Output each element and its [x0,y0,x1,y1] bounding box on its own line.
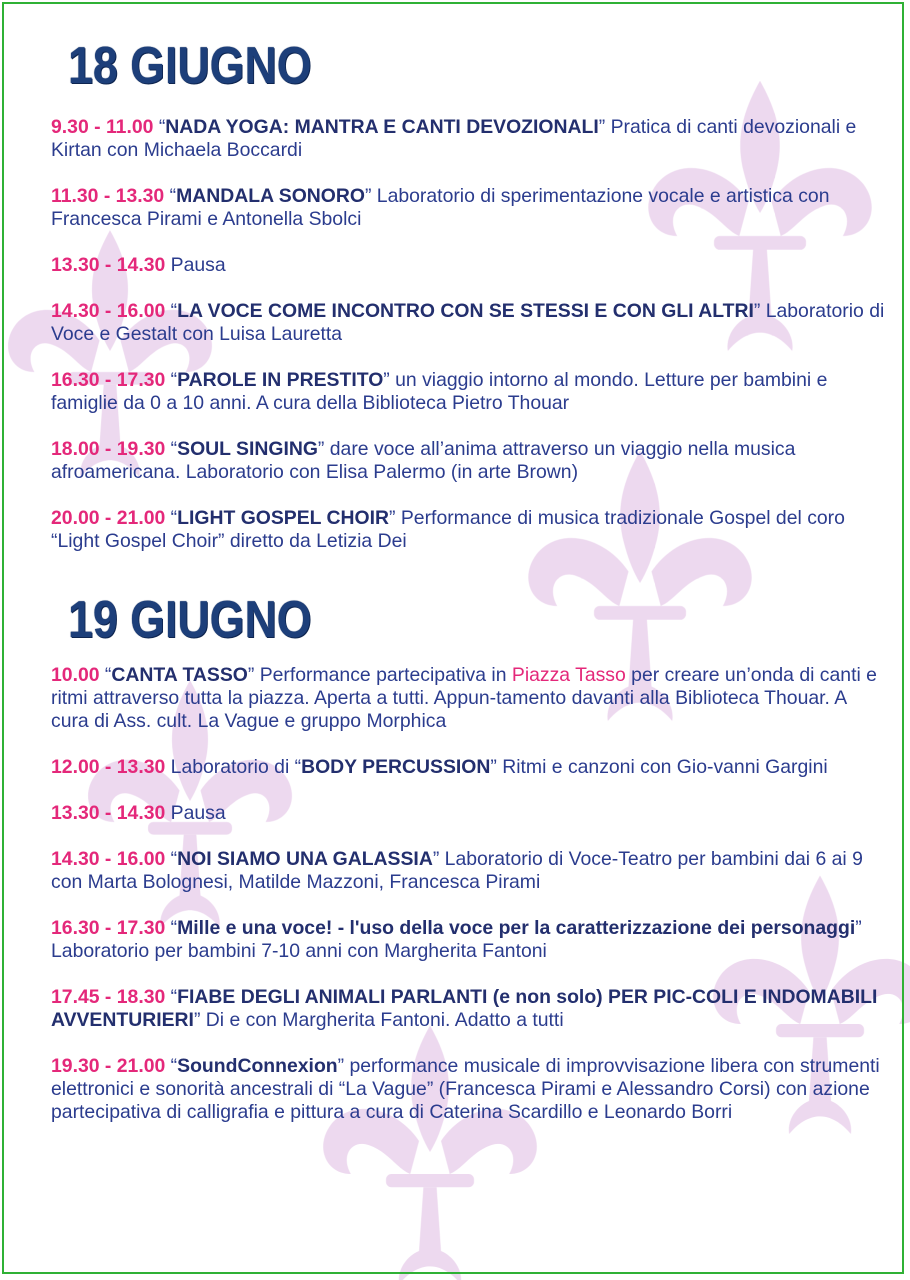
event-name: LIGHT GOSPEL CHOIR [177,507,390,529]
event-time: 12.00 - 13.30 [51,756,166,778]
event-time: 17.45 - 18.30 [51,986,166,1008]
event-name: CANTA TASSO [111,664,248,686]
event-entry [51,507,886,553]
event-pre: “ [99,664,112,686]
event-post: ” Performance partecipativa in [247,664,512,686]
event-time: 14.30 - 16.00 [51,848,166,870]
event-post: ” Ritmi e canzoni con Gio-vanni Gargini [490,756,828,778]
event-time: 19.30 - 21.00 [51,1055,166,1077]
event-entry [51,116,886,162]
event-time: 14.30 - 16.00 [51,300,166,322]
event-name: MANDALA SONORO [176,185,365,207]
event-time: 18.00 - 19.30 [51,438,166,460]
event-time: 9.30 - 11.00 [51,116,154,138]
day-schedule-19 [51,664,886,1147]
event-post: ” dare voce all’anima attraverso un viaggio nella musica afroamericana. Laboratorio con Elisa Palermo (in arte Brown) [51,438,796,483]
event-pre: “ [165,300,178,322]
event-name: Mille e una voce! - l'uso della voce per la caratterizzazione dei personaggi [177,917,856,939]
event-pre: “ [165,507,178,529]
event-pre: “ [165,848,178,870]
event-time: 16.30 - 17.30 [51,369,166,391]
event-highlight: Piazza Tasso [511,664,626,686]
event-pre: “ [165,369,178,391]
event-entry [51,438,886,484]
event-post2: per creare un’onda di canti e ritmi attraverso tutta la piazza. Aperta a tutti. Appun-tamento davanti alla Biblioteca Thouar. A cura di Ass. cult. La Vague e gruppo Morphica [51,664,877,732]
event-time: 10.00 [51,664,100,686]
event-entry [51,254,886,277]
event-entry [51,1055,886,1124]
day-title-19: 19 GIUGNO [68,591,312,649]
day-schedule-18 [51,116,886,576]
event-pre: “ [165,986,178,1008]
event-time: 11.30 - 13.30 [51,185,165,207]
event-name: SOUL SINGING [177,438,318,460]
event-name: LA VOCE COME INCONTRO CON SE STESSI E CON GLI ALTRI [177,300,754,322]
event-name: PAROLE IN PRESTITO [177,369,384,391]
event-pre: Pausa [165,802,226,824]
event-entry [51,185,886,231]
event-pre: “ [165,1055,178,1077]
event-post: ” performance musicale di improvvisazione libera con strumenti elettronici e sonorità ancestrali di “La Vague” (Francesca Pirami e Alessandro Corsi) con azione partecipativa di calligrafia e pittura a cura di Caterina Scardillo e Leonardo Borri [51,1055,880,1123]
event-post: ” Laboratorio per bambini 7-10 anni con Margherita Fantoni [51,917,862,962]
event-pre: “ [165,438,178,460]
event-entry [51,664,886,733]
event-entry [51,369,886,415]
event-entry [51,986,886,1032]
event-entry [51,848,886,894]
event-time: 13.30 - 14.30 [51,254,166,276]
event-post: ” Di e con Margherita Fantoni. Adatto a tutti [193,1009,564,1031]
day-title-18: 18 GIUGNO [68,37,312,95]
event-post: ” un viaggio intorno al mondo. Letture per bambini e famiglie da 0 a 10 anni. A cura della Biblioteca Pietro Thouar [51,369,828,414]
event-name: BODY PERCUSSION [301,756,491,778]
event-pre: Pausa [165,254,226,276]
event-post: ” Laboratorio di Voce e Gestalt con Luisa Lauretta [51,300,885,345]
event-pre: “ [165,917,178,939]
event-name: NOI SIAMO UNA GALASSIA [177,848,433,870]
event-pre: “ [164,185,177,207]
event-post: ” Laboratorio di Voce-Teatro per bambini dai 6 ai 9 con Marta Bolognesi, Matilde Mazzoni, Francesca Pirami [51,848,863,893]
event-name: SoundConnexion [177,1055,338,1077]
event-entry [51,802,886,825]
event-time: 16.30 - 17.30 [51,917,166,939]
event-entry [51,300,886,346]
event-post: ” Performance di musica tradizionale Gospel del coro “Light Gospel Choir” diretto da Letizia Dei [51,507,845,552]
event-post: ” Laboratorio di sperimentazione vocale e artistica con Francesca Pirami e Antonella Sbolci [51,185,830,230]
event-name: FIABE DEGLI ANIMALI PARLANTI (e non solo) PER PIC-COLI E INDOMABILI AVVENTURIERI [51,986,878,1031]
event-time: 20.00 - 21.00 [51,507,166,529]
event-pre: “ [153,116,166,138]
event-name: NADA YOGA: MANTRA E CANTI DEVOZIONALI [165,116,599,138]
event-pre: Laboratorio di “ [165,756,302,778]
event-post: ” Pratica di canti devozionali e Kirtan con Michaela Boccardi [51,116,857,161]
event-entry [51,756,886,779]
event-time: 13.30 - 14.30 [51,802,166,824]
event-entry [51,917,886,963]
